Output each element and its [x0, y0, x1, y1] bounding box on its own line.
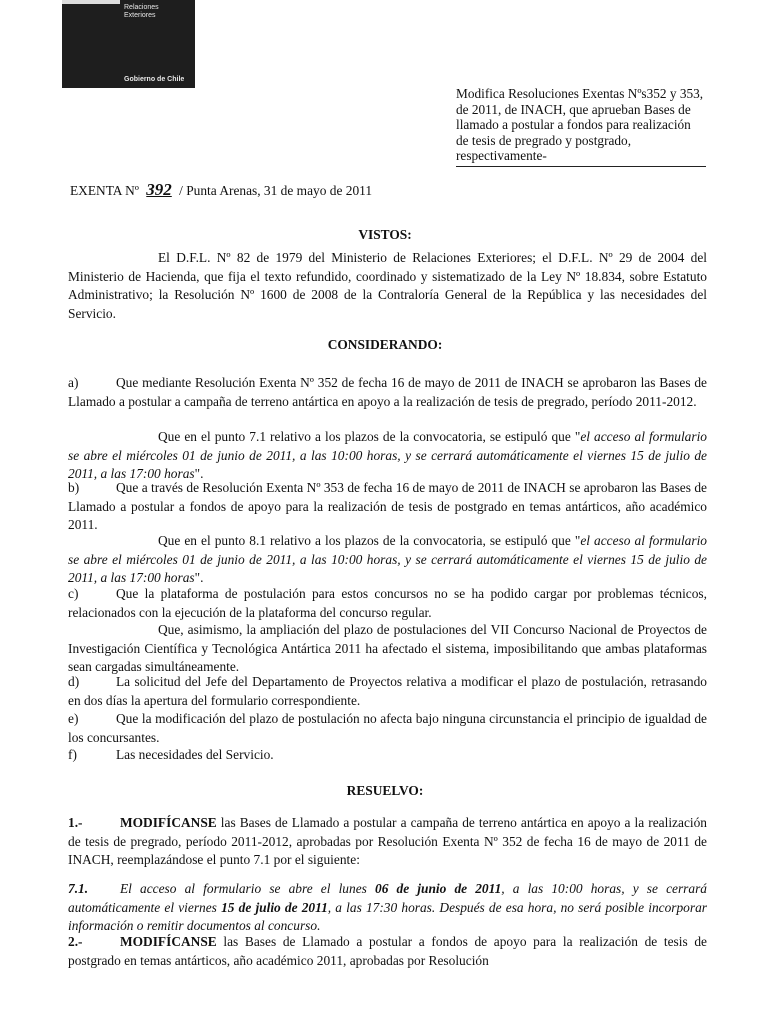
- resuelvo-7-1: 7.1. El acceso al formulario se abre el lunes 06 de junio de 2011, a las 10:00 horas, y se cerrará automáticamente el viernes 15 de julio de 2011, a las 17:30 horas. Después de esa hora, no será posible incorporar información o remitir documentos al concurso.: [68, 881, 707, 933]
- item-label-b: b): [68, 480, 80, 495]
- subject-text: Modifica Resoluciones Exentas Nºs352 y 353, de 2011, de INACH, que aprueban Bases de llamado a postular a fondos para realización de tesis de pregrado y postgrado, respectivamente-: [456, 86, 704, 163]
- logo-gobierno: Gobierno de Chile: [124, 76, 185, 83]
- vistos-text: El D.F.L. Nº 82 de 1979 del Ministerio de Relaciones Exteriores; el D.F.L. Nº 29 de 2004 del Ministerio de Hacienda, que fija el texto refundido, coordinado y sistematizado de la Ley Nº 18.834, sobre Estatuto Administrativo; la Resolución Nº 1600 de 2008 de la Contraloría General de la República y las necesidades del Servicio.: [68, 250, 707, 321]
- exenta-number: 392: [146, 180, 172, 199]
- logo-text: Relaciones Exteriores: [124, 4, 159, 19]
- point-label-7-1: 7.1.: [68, 881, 89, 896]
- considerando-d: d) La solicitud del Jefe del Departamento de Proyectos relativa a modificar el plazo de postulación, retrasando en dos días la apertura del formulario correspondiente.: [68, 674, 707, 708]
- vistos-heading: VISTOS:: [358, 227, 412, 242]
- subject-block: [456, 86, 706, 164]
- item-label-c: c): [68, 586, 79, 601]
- item-label-d: d): [68, 674, 80, 689]
- considerando-b2: Que en el punto 8.1 relativo a los plazos de la convocatoria, se estipuló que "el acceso al formulario se abre el miércoles 01 de junio de 2011, a las 10:00 horas, y se cerrará automáticamente el viernes 15 de julio de 2011, a las 17:00 horas".: [68, 533, 708, 585]
- vistos-paragraph: [68, 249, 707, 323]
- logo-stripe: [62, 0, 120, 4]
- item-label-f: f): [68, 747, 77, 762]
- considerando-c2: Que, asimismo, la ampliación del plazo de postulaciones del VII Concurso Nacional de Proyectos de Investigación Científica y Tecnológica Antártica 2011 ha afectado el sistema, imposibilitando que ambas plataformas sean cargadas simultáneamente.: [68, 622, 707, 674]
- considerando-a2: Que en el punto 7.1 relativo a los plazos de la convocatoria, se estipuló que "el acceso al formulario se abre el miércoles 01 de junio de 2011, a las 10:00 horas, y se cerrará automáticamente el viernes 15 de julio de 2011, a las 17:00 horas".: [68, 429, 708, 481]
- exenta-line: [70, 180, 372, 200]
- considerando-f: f) Las necesidades del Servicio.: [68, 746, 707, 765]
- exenta-prefix: EXENTA Nº: [70, 183, 139, 198]
- government-logo: [62, 0, 195, 88]
- item-label-a: a): [68, 375, 79, 390]
- considerando-a: a) Que mediante Resolución Exenta Nº 352 de fecha 16 de mayo de 2011 de INACH se aprobaron las Bases de Llamado a postular a campaña de terreno antártica en apoyo a la realización de tesis de pregrado, período 2011-2012.: [68, 375, 707, 409]
- considerando-b: b) Que a través de Resolución Exenta Nº 353 de fecha 16 de mayo de 2011 de INACH se aprobaron las Bases de Llamado a postular a fondos de apoyo para la realización de tesis de postgrado en temas antárticos, año académico 2011.: [68, 480, 707, 532]
- subject-underline: [456, 166, 706, 167]
- considerando-c: c) Que la plataforma de postulación para estos concursos no se ha podido cargar por problemas técnicos, relacionados con la ejecución de la plataforma del concurso regular.: [68, 586, 707, 620]
- resuelvo-heading: RESUELVO:: [346, 783, 424, 798]
- considerando-heading: CONSIDERANDO:: [327, 337, 443, 352]
- resuelvo-label-1: 1.-: [68, 815, 83, 830]
- resuelvo-1: 1.- MODIFÍCANSE las Bases de Llamado a postular a campaña de terreno antártica en apoyo a la realización de tesis de pregrado, período 2011-2012, aprobadas por Resolución Exenta Nº 352 de fecha 16 de mayo de 2011 de INACH, reemplazándose el punto 7.1 por el siguiente:: [68, 815, 707, 867]
- item-label-e: e): [68, 711, 79, 726]
- resuelvo-label-2: 2.-: [68, 934, 83, 949]
- exenta-place-date: / Punta Arenas, 31 de mayo de 2011: [179, 183, 373, 198]
- resuelvo-2: 2.- MODIFÍCANSE las Bases de Llamado a postular a fondos de apoyo para la realización de tesis de postgrado en temas antárticos, año académico 2011, aprobadas por Resolución: [68, 934, 707, 968]
- considerando-e: e) Que la modificación del plazo de postulación no afecta bajo ninguna circunstancia el principio de igualdad de los concursantes.: [68, 711, 707, 745]
